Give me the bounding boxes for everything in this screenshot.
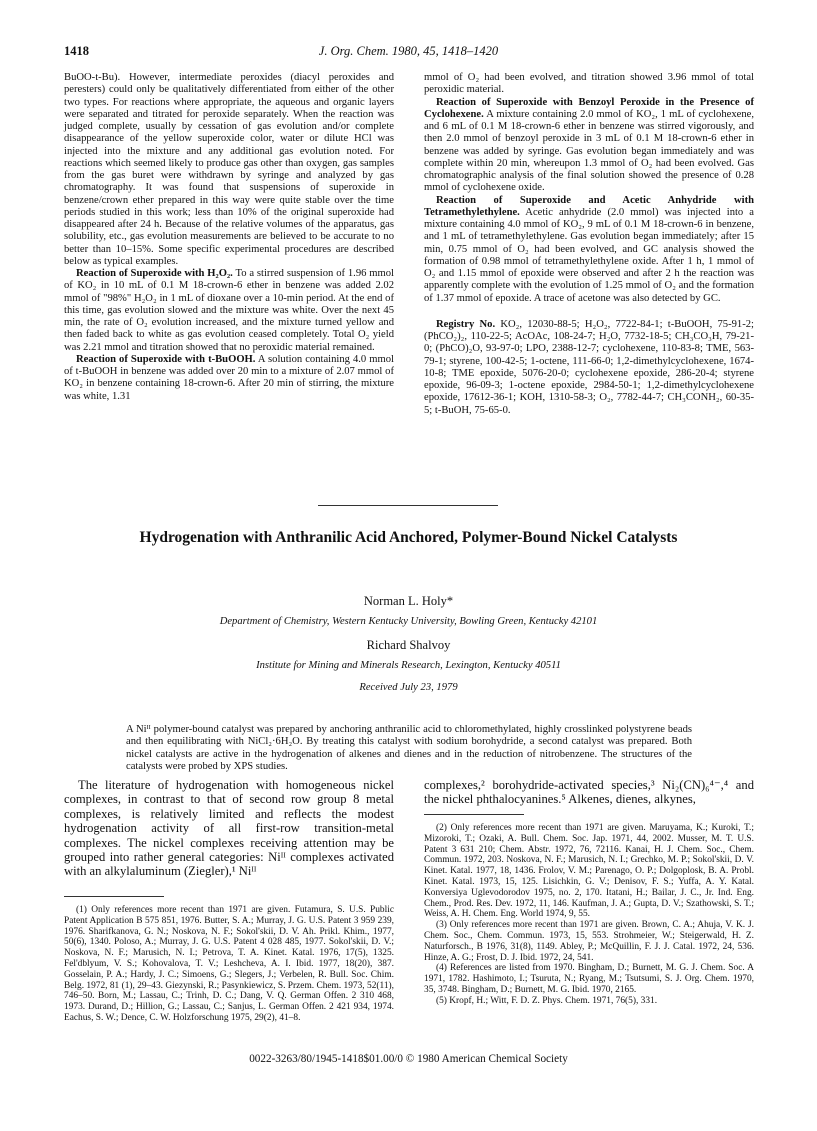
author-name: Norman L. Holy* — [363, 594, 454, 608]
prev-article-right-column — [424, 72, 754, 417]
article-title: Hydrogenation with Anthranilic Acid Anchored, Polymer-Bound Nickel Catalysts — [139, 529, 678, 546]
registry-label: Registry No. — [436, 318, 496, 330]
received-date: Received July 23, 1979 — [359, 682, 458, 693]
footnote: (3) Only references more recent than 1971 are given. Brown, C. A.; Ahuja, V. K. J. Chem. Soc., Chem. Commun. 1973, 15, 553. Strohmeier, W.; Steigerwald, H. Z. Naturforsch., B 1976, 31(8), 1149. Abley, P.; McQuillin, F. J. J. Catal. 1972, 24, 536. Hinze, A. G.; Frost, D. J. Ibid. 1972, 24, 541. — [424, 920, 754, 963]
paragraph — [64, 268, 394, 354]
journal-citation: J. Org. Chem. 1980, 45, 1418–1420 — [318, 44, 499, 58]
registry-numbers — [424, 319, 754, 417]
section-heading: Reaction of Superoxide with H₂O₂. — [76, 268, 233, 279]
author-affiliation: Institute for Mining and Minerals Research, Lexington, Kentucky 40511 — [256, 660, 561, 671]
footnote-divider — [424, 814, 524, 815]
paragraph: The literature of hydrogenation with homogeneous nickel complexes, in contrast to that of second row group 8 metal complexes, is relatively limited and reflects the modest hydrogenation activity of all first-row transition-metal complexes. The nickel complexes receiving attention may be grouped into rather general categories: Niᴵᴵ complexes activated with an alkylaluminum (Ziegler),¹ Niᴵᴵ — [64, 778, 394, 879]
paragraph-text: Acetic anhydride (2.0 mmol) was injected into a mixture containing 4.0 mmol of KO₂, 9 mL of 0.1 M 18-crown-6 in benzene, and 1 mL of tetramethylethylene. Gas evolution began immediately; after 15 min, 0.75 mmol of O₂ had been evolved, and GC analysis showed the formation of 0.98 mmol of tetramethylethylene oxide. After 1 h, 1 mmol of O₂ and 1.15 mmol of epoxide were observed and after 2 h the reaction was apparently complete with the evolution of 1.25 mmol of O₂ and the formation of 1.37 mmol of epoxide. A trace of acetone was also detected by GC. — [424, 206, 754, 304]
footnotes-right — [424, 823, 754, 1007]
body-text-right — [424, 778, 754, 807]
paragraph — [424, 97, 754, 195]
footnote: (5) Kropf, H.; Witt, F. D. Z. Phys. Chem. 1971, 76(5), 331. — [436, 995, 658, 1006]
paragraph — [424, 195, 754, 305]
author-affiliation: Department of Chemistry, Western Kentucky University, Bowling Green, Kentucky 42101 — [219, 616, 598, 627]
footnotes-left — [64, 905, 394, 1024]
footnote-divider — [64, 896, 164, 897]
section-heading: Reaction of Superoxide with t-BuOOH. — [76, 353, 256, 365]
running-header — [64, 44, 753, 62]
footnote: (4) References are listed from 1970. Bingham, D.; Burnett, M. G. J. Chem. Soc. A 1971, 1782. Hashimoto, I.; Tsuruta, N.; Ryang, M.; Tsutsumi, S. J. Org. Chem. 1970, 35, 3748. Bingham, D.; Burnett, M. G. Ibid. 1970, 2165. — [424, 963, 754, 995]
paragraph-text: A solution containing 4.0 mmol of t-BuOOH in benzene was added over 20 min to a mixture of 2.07 mmol of KO₂ in benzene containing 18-crown-6. After 20 min of stirring, the mixture was white, 1.31 — [64, 353, 395, 402]
footnote: (1) Only references more recent than 1971 are given. Futamura, S. U.S. Public Patent Application B 575 851, 1976. Butter, S. A.; Murray, J. G. U.S. Patent 3 959 239, 1976. Sharifkanova, G. N.; Noskova, N. F.; Sokol'skii, D. V. Ah. Prikl. Khim., 1977, 50(6), 1340. Poloso, A.; Murray, J. G. U.S. Patent 4 028 485, 1977. Sokol'skii, D. V.; Noskova, N. F.; Marusich, N. I.; Petrova, T. A. Kinet. Katal. 1976, 17(5), 1325. Fel'dblyum, V. S.; Kohovalova, T. V.; Leshcheva, A. I. Ibid. 1977, 18(20), 387. Gosselain, P. A.; Hardy, J. C.; Simoens, G.; Slegers, J.; Verbelen, R. Bull. Soc. Chim. Belg. 1972, 81 (1), 29–43. Giezynski, R.; Pasynkiewicz, S. Przem. Chem. 1973, 52(11), 746–50. Born, M.; Lassau, C.; Trinh, D. C.; Dang, V. Q. German Offen. 2 310 468, 1973. Durand, D.; Hillion, G.; Lassau, C.; Sanjus, L. German Offen. 2 421 934, 1974. Eachus, S. W.; Dence, C. W. Holzforschung 1975, 29(2), 41–8. — [64, 905, 394, 1023]
paragraph: BuOO-t-Bu). However, intermediate peroxides (diacyl peroxides and peresters) could only be qualitatively differentiated from either of the other two types. For reactions where appropriate, the aqueous and organic layers were separated and titrated for peroxide separately. When the reaction was judged complete, usually by cessation of gas evolution and/or complete disappearance of the yellow superoxide color, water or dilute HCl was injected into the mixture and any additional gas evolution noted. For reactions which seemed likely to produce gas other than oxygen, gas samples from the gas buret were withdrawn by syringe and analyzed by gas chromatography. It was found that suspensions of superoxide in benzene/crown ether prepared in this way were quite stable over the time periods studied in this work; less than 10% of the original superoxide had disappeared after 24 h. Because of the relative volumes of the apparatus, gas solubility, etc., gas evolution measurements are believed to be accurate to no better than 10–15%. Some specific experimental procedures are described below as typical examples. — [64, 72, 394, 267]
paragraph: complexes,² borohydride-activated species,³ Ni₂(CN)₆⁴⁻,⁴ and the nickel phthalocyanines.⁵ Alkenes, dienes, alkynes, — [424, 778, 754, 807]
paragraph-text: To a stirred suspension of 1.96 mmol of KO₂ in 10 mL of 0.1 M 18-crown-6 ether in benzene was added 2.02 mmol of "98%" H₂O₂ in 1 mL of dioxane over a 10-min period. At the end of this time, gas evolution slowed and the mixture was white. Over the next 45 min, the rate of O₂ evolution increased, and the mixture turned yellow and then faded back to white as gas evolution ceased completely. Total O₂ yield was 2.21 mmol and titration showed that no peroxidic material remained. — [64, 268, 394, 353]
paragraph: mmol of O₂ had been evolved, and titration showed 3.96 mmol of total peroxidic material. — [424, 72, 754, 96]
footnote: (2) Only references more recent than 1971 are given. Maruyama, K.; Kuroki, T.; Mizoroki, T.; Ozaki, A. Bull. Chem. Soc. Jap. 1971, 44, 2002. Musser, M. T. U.S. Patent 3 631 210; Chem. Abstr. 1972, 76, 72116. Kanai, H. J. Chem. Soc., Chem. Commun. 1972, 203. Noskova, N. F.; Marusich, N. I.; Grechko, M. P.; Sokol'skii, D. V. Kinet. Katal. 1977, 18, 1436. Frolov, V. M.; Parenago, O. P.; Dolgoplosk, B. A. Probl. Kinet. Katal. 1973, 15, 125. Lisichkin, G. V.; Denisov, F. S.; Yuffa, A. Y. Katal. Konversiya Uglevodorodov 1975, no. 2, 170. Itatani, H.; Bailar, J. C., Jr. Ind. Eng. Chem., Prod. Res. Dev. 1972, 11, 146. Kaufman, J. A.; Gupta, D. V.; Szathowski, S. T.; Weiss, A. H. Chem. Eng. World 1974, 9, 55. — [424, 823, 754, 920]
article-divider — [318, 505, 498, 506]
body-text-left — [64, 778, 394, 879]
prev-article-left-column — [64, 72, 394, 403]
abstract: A Niᴵᴵ polymer-bound catalyst was prepared by anchoring anthranilic acid to chloromethylated, highly crosslinked polystyrene beads and then equilibrating with NiCl₂·6H₂O. By treating this catalyst with sodium borohydride, a second catalyst was prepared. Both nickel catalysts are active in the hydrogenation of alkenes and dienes and in the reduction of nitrobenzene. The structures of the catalysts were probed by XPS studies. — [126, 724, 692, 772]
copyright-footer: 0022-3263/80/1945-1418$01.00/0 © 1980 American Chemical Society — [249, 1053, 568, 1065]
registry-text: KO₂, 12030-88-5; H₂O₂, 7722-84-1; t-BuOOH, 75-91-2; (PhCO₂)₂, 110-22-5; AcOAc, 108-24-7; H₂O, 7732-18-5; CH₃CO₃H, 79-21-0; (PhCO)₂O, 93-97-0; LPO, 2388-12-7; cyclohexene, 110-83-8; TME, 563-79-1; styrene, 100-42-5; 1-octene, 111-66-0; 1,2-dimethylcyclohexene, 1674-10-8; TME epoxide, 5076-20-0; cyclohexene epoxide, 286-20-4; styrene epoxide, 96-09-3; 1-octene epoxide, 2984-50-1; 1,2-dimethylcyclohexene epoxide, 17612-36-1; KOH, 1310-58-3; O₂, 7782-44-7; CH₃CONH₂, 60-35-5; t-BuOH, 75-65-0. — [424, 318, 754, 416]
page-number: 1418 — [64, 44, 89, 58]
paragraph-text: A mixture containing 2.0 mmol of KO₂, 1 mL of cyclohexene, and 6 mL of 0.1 M 18-crown-6 ether in benzene was stirred vigorously, and then 2.0 mmol of benzoyl peroxide in 3 mL of 0.1 M 18-crown-6 ether in benzene was added by syringe. Gas evolution began immediately and was complete within 20 min, whereupon 1.3 mmol of O₂ had been evolved. Gas chromatographic analysis of the final solution showed the presence of 0.28 mmol of cyclohexene oxide. — [424, 108, 754, 194]
section-heading: Reaction of Superoxide with Benzoyl Peroxide in the Presence of Cyclohexene. — [424, 96, 754, 120]
author-name: Richard Shalvoy — [366, 638, 451, 652]
paragraph — [64, 354, 394, 403]
section-heading: Reaction of Superoxide and Acetic Anhydride with Tetramethylethylene. — [424, 194, 754, 218]
